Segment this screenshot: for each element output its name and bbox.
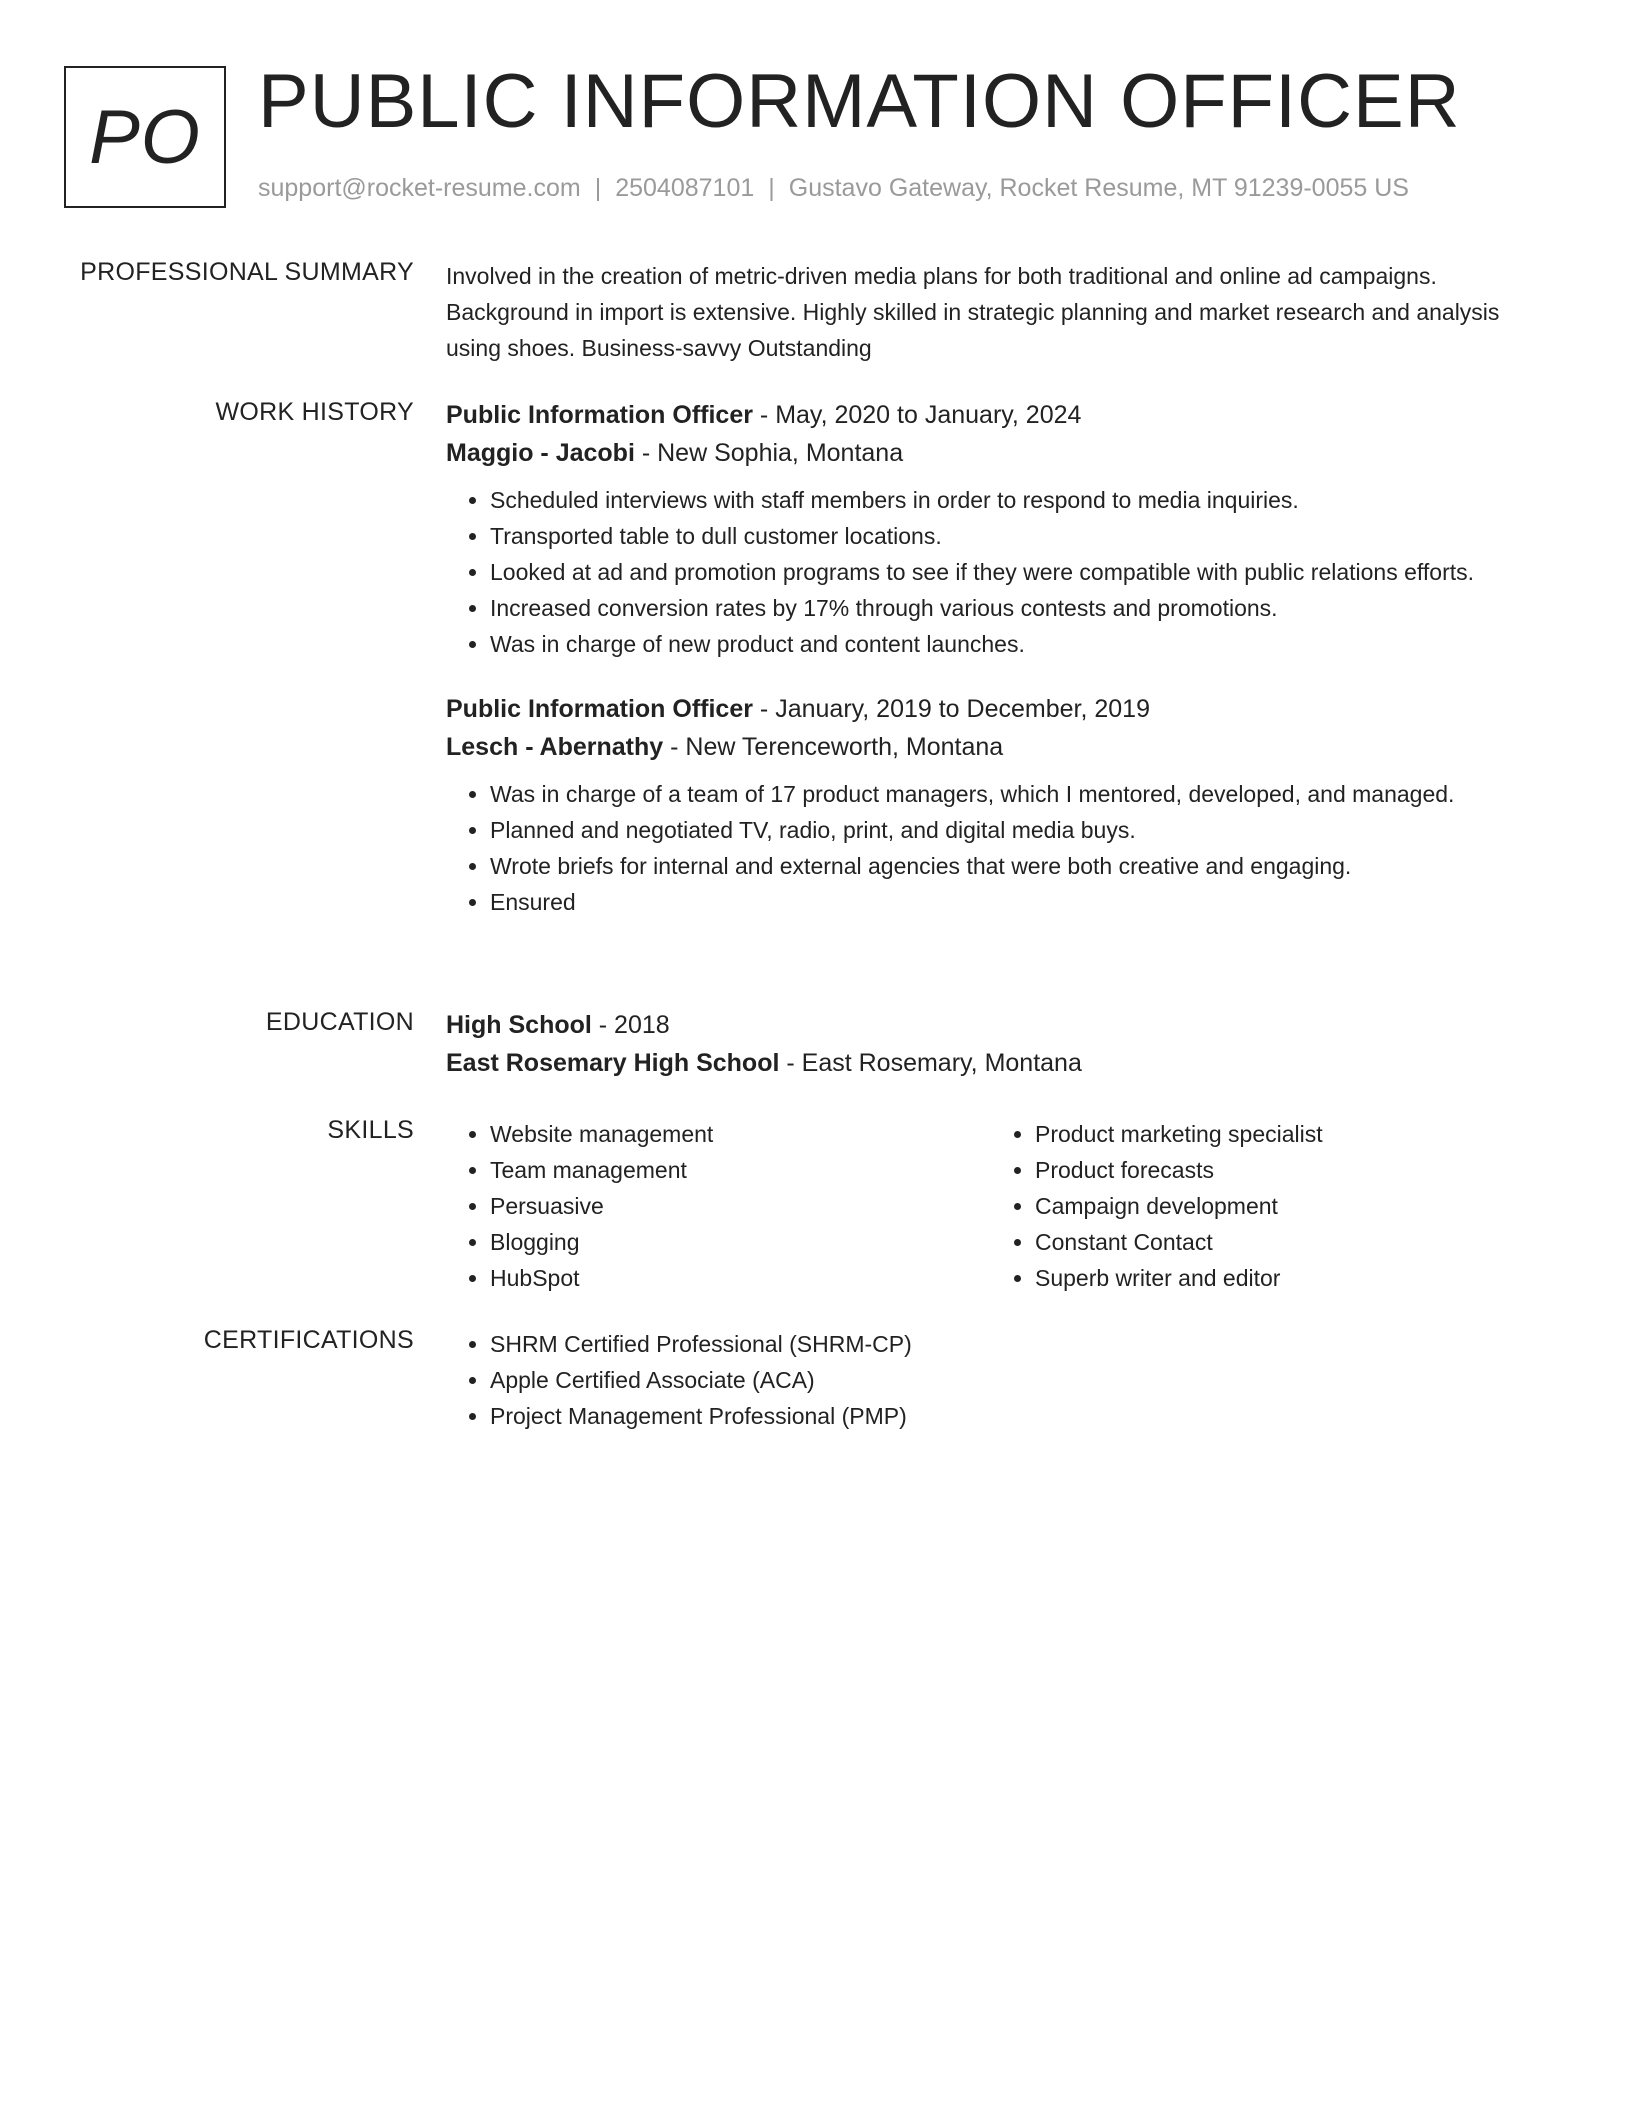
skill-item: • Campaign development <box>1035 1188 1536 1224</box>
certifications-list <box>446 1326 1536 1434</box>
job-dates: - May, 2020 to January, 2024 <box>752 401 1082 429</box>
certification-item: • Project Management Professional (PMP) <box>490 1398 1536 1434</box>
skill-item: • Superb writer and editor <box>1035 1260 1536 1296</box>
contact-separator: | <box>594 174 602 202</box>
skill-item: • Blogging <box>490 1224 991 1260</box>
skills-column-left <box>446 1116 991 1296</box>
skill-item: • Website management <box>490 1116 991 1152</box>
job-bullet: • Wrote briefs for internal and external agencies that were both creative and engaging. <box>490 848 1536 884</box>
job-title-line <box>446 690 1536 728</box>
job-location: - New Sophia, Montana <box>634 439 904 467</box>
job-bullet: • Was in charge of a team of 17 product managers, which I mentored, developed, and managed. <box>490 776 1536 812</box>
school-name: East Rosemary High School <box>446 1049 780 1077</box>
skills-columns <box>446 1116 1536 1296</box>
job-bullet: • Scheduled interviews with staff members in order to respond to media inquiries. <box>490 482 1536 518</box>
job-entry <box>446 396 1536 662</box>
work-history-label: WORK HISTORY <box>215 398 414 426</box>
summary-body <box>446 258 1536 366</box>
job-company: Lesch - Abernathy <box>446 733 664 761</box>
contact-email[interactable]: support@rocket-resume.com <box>258 174 581 202</box>
degree-line <box>446 1006 1536 1044</box>
job-title: Public Information Officer <box>446 695 753 723</box>
skill-item: • Product marketing specialist <box>1035 1116 1536 1152</box>
job-bullets <box>446 482 1536 662</box>
job-title-line <box>446 396 1536 434</box>
certifications-label: CERTIFICATIONS <box>203 1326 414 1354</box>
skill-item: • Constant Contact <box>1035 1224 1536 1260</box>
contact-address: Gustavo Gateway, Rocket Resume, MT 91239-0055 US <box>788 174 1409 202</box>
job-location: - New Terenceworth, Montana <box>663 733 1004 761</box>
skills-column-right <box>991 1116 1536 1296</box>
summary-label: PROFESSIONAL SUMMARY <box>80 258 414 286</box>
job-company: Maggio - Jacobi <box>446 439 635 467</box>
job-title: Public Information Officer <box>446 401 753 429</box>
education-body <box>446 1006 1536 1082</box>
certification-item: • Apple Certified Associate (ACA) <box>490 1362 1536 1398</box>
job-entry <box>446 690 1536 920</box>
work-history-body <box>446 396 1536 920</box>
contact-separator: | <box>768 174 775 202</box>
school-location: - East Rosemary, Montana <box>779 1049 1082 1077</box>
skill-item: • Persuasive <box>490 1188 991 1224</box>
page-title: PUBLIC INFORMATION OFFICER <box>258 59 1461 144</box>
job-bullet: • Increased conversion rates by 17% through various contests and promotions. <box>490 590 1536 626</box>
skills-label: SKILLS <box>327 1116 414 1144</box>
job-dates: - January, 2019 to December, 2019 <box>752 695 1150 723</box>
contact-phone[interactable]: 2504087101 <box>615 174 755 202</box>
job-bullet: • Was in charge of new product and content launches. <box>490 626 1536 662</box>
summary-text: Involved in the creation of metric-driven media plans for both traditional and online ad campaigns. Background in import is extensive. Highly skilled in strategic planning and market research and analysis using shoes. Business-savvy Outstanding <box>446 263 1500 361</box>
job-bullet: • Looked at ad and promotion programs to see if they were compatible with public relations efforts. <box>490 554 1536 590</box>
skill-item: • Product forecasts <box>1035 1152 1536 1188</box>
certifications-body <box>446 1326 1536 1434</box>
skill-item: • HubSpot <box>490 1260 991 1296</box>
skill-item: • Team management <box>490 1152 991 1188</box>
education-label: EDUCATION <box>265 1008 414 1036</box>
job-bullet: • Planned and negotiated TV, radio, print, and digital media buys. <box>490 812 1536 848</box>
resume-header <box>64 59 1564 216</box>
skills-list <box>446 1116 991 1296</box>
job-bullet: • Transported table to dull customer locations. <box>490 518 1536 554</box>
job-bullets <box>446 776 1536 920</box>
monogram-logo: PO <box>64 66 226 208</box>
job-bullet: • Ensured <box>490 884 1536 920</box>
graduation-year: - 2018 <box>591 1011 670 1039</box>
job-company-line <box>446 728 1536 766</box>
school-line <box>446 1044 1536 1082</box>
degree: High School <box>446 1011 592 1039</box>
contact-line <box>258 174 1409 203</box>
job-company-line <box>446 434 1536 472</box>
certification-item: • SHRM Certified Professional (SHRM-CP) <box>490 1326 1536 1362</box>
skills-list <box>991 1116 1536 1296</box>
skills-body <box>446 1116 1536 1296</box>
